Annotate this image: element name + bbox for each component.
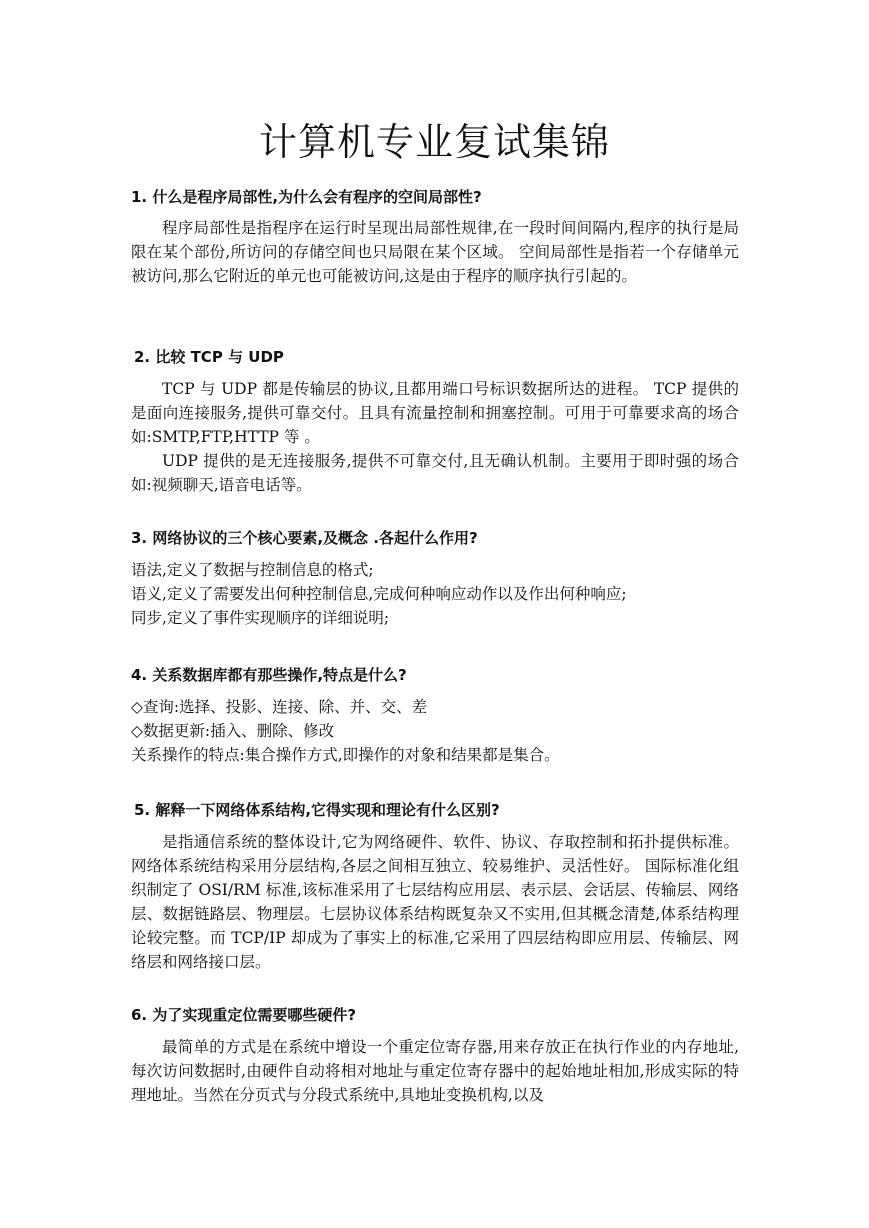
question-3-heading: 3. 网络协议的三个核心要素,及概念 .各起什么作用? <box>131 529 478 547</box>
question-2-answer-tcp: TCP 与 UDP 都是传输层的协议,且都用端口号标识数据所达的进程。 TCP 提供的是面向连接服务,提供可靠交付。且具有流量控制和拥塞控制。可用于可靠要求高的场合如:SMTP,FTP,HTTP 等 。 <box>131 380 739 446</box>
answer-line: 同步,定义了事件实现顺序的详细说明; <box>131 609 390 627</box>
answer-line: 关系操作的特点:集合操作方式,即操作的对象和结果都是集合。 <box>131 746 560 764</box>
question-2-heading: 2. 比较 TCP 与 UDP <box>134 348 284 366</box>
question-3-answer <box>131 558 739 630</box>
question-5-answer: 是指通信系统的整体设计,它为网络硬件、软件、协议、存取控制和拓扑提供标准。 网络体系统结构采用分层结构,各层之间相互独立、较易维护、灵活性好。 国际标准化组织制定了 OSI/RM 标准,该标准采用了七层结构应用层、表示层、会话层、传输层、网络层、数据链路层、物理层。七层协议体系结构既复杂又不实用,但其概念清楚,体系结构理论较完整。而 TCP/IP 却成为了事实上的标准,它采用了四层结构即应用层、传输层、网络层和网络接口层。 <box>131 833 739 971</box>
question-6-heading: 6. 为了实现重定位需要哪些硬件? <box>131 1006 357 1024</box>
question-1-answer: 程序局部性是指程序在运行时呈现出局部性规律,在一段时间间隔内,程序的执行是局限在某个部份,所访问的存储空间也只局限在某个区域。 空间局部性是指若一个存储单元被访问,那么它附近的单元也可能被访问,这是由于程序的顺序执行引起的。 <box>131 219 739 285</box>
question-2-answer-udp: UDP 提供的是无连接服务,提供不可靠交付,且无确认机制。主要用于即时强的场合如:视频聊天,语音电话等。 <box>131 452 739 494</box>
question-5-heading: 5. 解释一下网络体系结构,它得实现和理论有什么区别? <box>134 801 500 819</box>
question-1-heading: 1. 什么是程序局部性,为什么会有程序的空间局部性? <box>131 188 482 206</box>
answer-line: ◇数据更新:插入、删除、修改 <box>131 722 335 740</box>
question-4-answer <box>131 695 739 767</box>
document-title: 计算机专业复试集锦 <box>258 120 610 164</box>
answer-line: 语义,定义了需要发出何种控制信息,完成何种响应动作以及作出何种响应; <box>131 585 627 603</box>
question-6-answer: 最简单的方式是在系统中增设一个重定位寄存器,用来存放正在执行作业的内存地址,每次访问数据时,由硬件自动将相对地址与重定位寄存器中的起始地址相加,形成实际的特理地址。当然在分页式与分段式系统中,具地址变换机构,以及 <box>131 1038 739 1104</box>
question-4-heading: 4. 关系数据库都有那些操作,特点是什么? <box>131 666 407 684</box>
answer-line: 语法,定义了数据与控制信息的格式; <box>131 561 374 579</box>
answer-line: ◇查询:选择、投影、连接、除、并、交、差 <box>131 698 428 716</box>
